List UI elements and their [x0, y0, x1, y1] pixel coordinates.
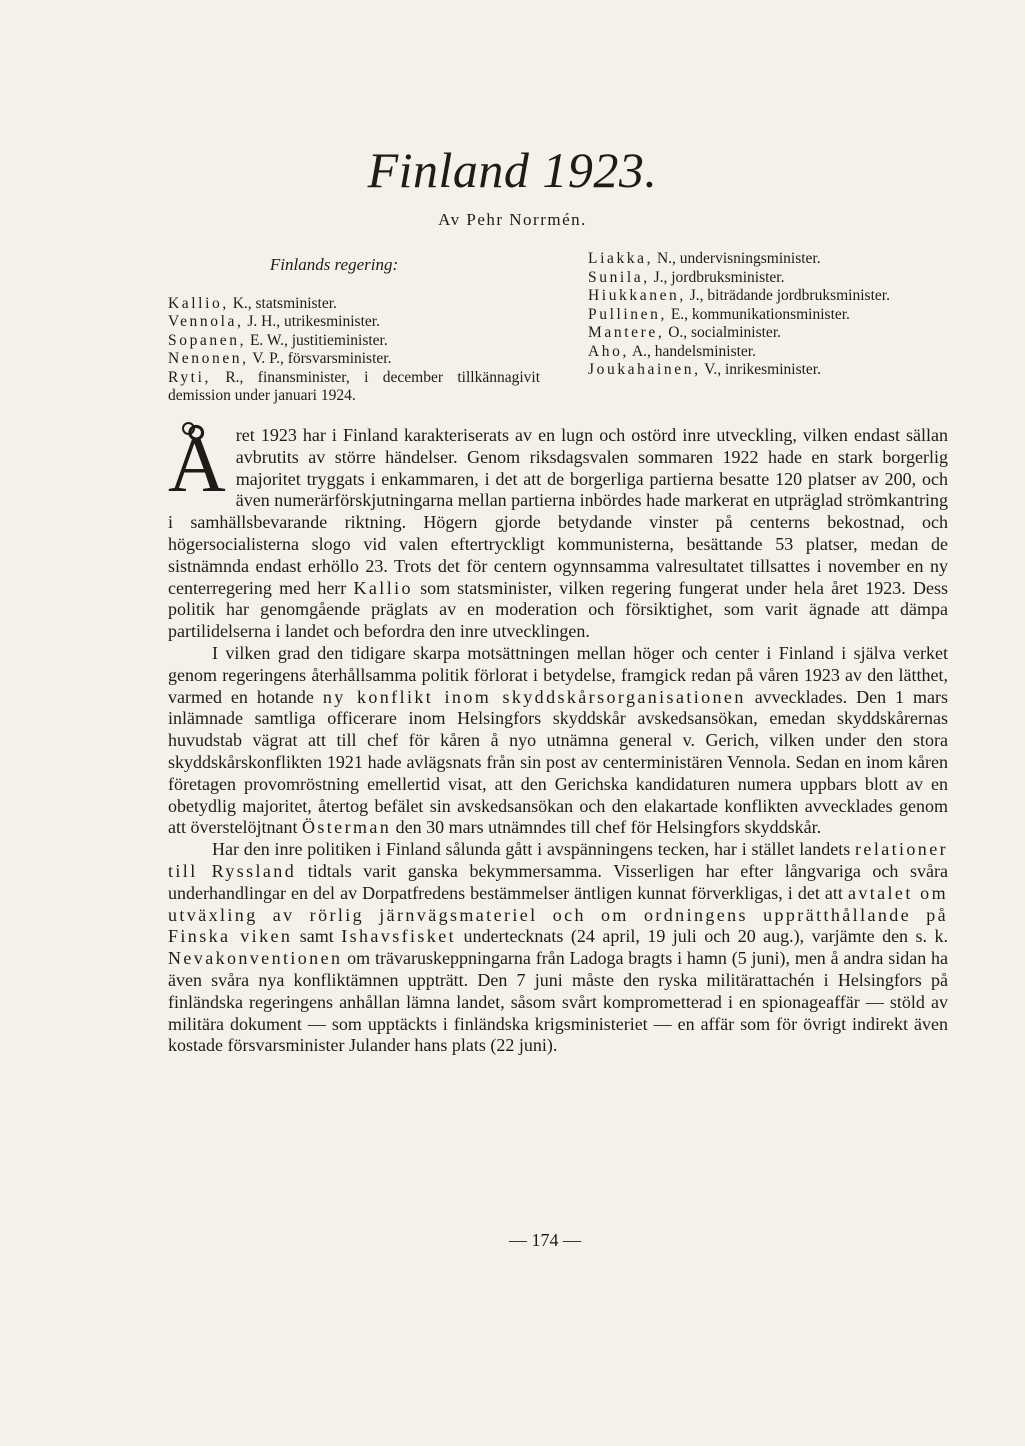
paragraph-text: samt — [292, 926, 342, 947]
paragraph-text: I vilken grad den tidigare skarpa motsättningen mellan höger och center i Finland i själva verket genom regeringens återhållsamma politik förlorat i betydelse, framgick redan på våren 1923 av den lätthet, varmed en hotande — [168, 642, 948, 707]
article-title: Finland 1923. — [367, 142, 658, 198]
government-heading: Finlands regering: — [269, 255, 399, 274]
paragraph-text: Har den inre politiken i Finland sålunda gått i avspänningens tecken, har i stället landets — [212, 839, 856, 860]
minister-entry — [168, 332, 540, 351]
spaced-emphasis: Ishavsfisket — [341, 926, 456, 947]
minister-role: E., kommunikationsminister. — [666, 305, 850, 323]
spaced-emphasis: Nevakonventionen — [168, 948, 343, 969]
minister-name: Vennola, — [168, 313, 244, 330]
minister-entry — [168, 295, 540, 314]
minister-name: Aho, — [588, 342, 629, 360]
minister-entry — [588, 287, 950, 306]
minister-name: Sunila, — [588, 268, 650, 286]
paragraph-3 — [168, 839, 948, 1057]
minister-name: Pullinen, — [588, 305, 667, 323]
minister-entry — [168, 313, 540, 332]
drop-cap: Å — [168, 421, 226, 509]
minister-role: J., jordbruksminister. — [649, 268, 785, 286]
minister-role: N., undervisningsminister. — [653, 250, 821, 267]
spaced-emphasis: ny konflikt inom skyddskårsorganisationen — [322, 686, 746, 707]
minister-name: Nenonen, — [168, 350, 249, 367]
paragraph-text: som statsminister, vilken regering fungerat under hela året 1923. Dess politik har genomgående präglats av en moderation och försiktighet, som varit ägnade att dämpa partilidelserna i landet och befordra den inre utvecklingen. — [168, 577, 949, 642]
government-list-right — [588, 250, 950, 380]
paragraph-text: om trävaruskeppningarna från Ladoga bragts i hamn (5 juni), men å andra sidan ha även svåra nya konfliktämnen uppträtt. Den 7 juni måste den ryska militärattachén i Helsingfors på finländska regeringens anhållan lämna landet, såsom svårt komprometterad i en spionageaffär — stöld av militära dokument — som upptäckts i finländska krigsministeriet — en affär som för övrigt indirekt även kostade försvarsminister Julander hans plats (22 juni). — [168, 948, 948, 1056]
minister-role: V., inrikesminister. — [700, 361, 821, 378]
minister-name: Kallio, — [168, 294, 229, 312]
minister-role: V. P., försvarsminister. — [248, 350, 392, 367]
minister-role: O., socialminister. — [664, 324, 781, 341]
spaced-name: Kallio — [353, 577, 413, 598]
minister-name: Joukahainen, — [588, 361, 701, 378]
paragraph-text: den 30 mars utnämndes till chef för Helsingfors skyddskår. — [391, 817, 822, 838]
minister-name: Mantere, — [588, 324, 665, 341]
article-author: Av Pehr Norrmén. — [438, 210, 587, 229]
minister-entry — [588, 306, 950, 325]
article-body — [168, 421, 949, 1057]
paragraph-text: avvecklades. Den 1 mars inlämnade samtliga officerare inom Helsingfors skyddskår avskedsansökan, emedan skyddskårernas huvudstab vägrat att till chef för kåren å nyo utnämna general v. Gerich, vilken under den stora skyddskårskonflikten 1921 hade avlägsnats från sin post av centerministären Vennola. Sedan en inom kåren företagen provomröstning emellertid visat, att den Gerichska kandidaturen numera uppbars blott av en obetydlig majoritet, återtog befälet sin avskedsansökan och den elakartade konflikten avvecklades genom att överstelöjtnant — [168, 686, 948, 838]
minister-entry — [588, 361, 950, 380]
minister-entry — [588, 269, 950, 288]
minister-entry — [168, 369, 540, 406]
minister-entry — [168, 350, 540, 369]
spaced-name: Österman — [301, 817, 392, 838]
minister-role: R., finansminister, i december tillkännagivit demission under januari 1924. — [168, 368, 540, 404]
minister-name: Sopanen, — [168, 331, 247, 349]
spaced-emphasis: relationer till Ryssland — [168, 839, 948, 881]
minister-role: K., statsminister. — [228, 294, 337, 312]
minister-name: Ryti, — [168, 368, 211, 386]
minister-role: J., biträdande jordbruksminister. — [685, 287, 890, 304]
government-list-left — [168, 250, 540, 406]
paragraph-1 — [168, 421, 949, 643]
minister-role: E. W., justitieminister. — [246, 331, 388, 349]
minister-entry — [588, 324, 950, 343]
spaced-emphasis: avtalet om utväxling av rörlig järnvägsmateriel och om ordningens upprätthållande på Finska viken — [168, 882, 948, 947]
paragraph-2 — [168, 643, 948, 839]
minister-entry — [588, 343, 950, 362]
minister-name: Liakka, — [588, 250, 654, 267]
minister-role: J. H., utrikesminister. — [243, 313, 380, 330]
minister-name: Hiukkanen, — [588, 287, 686, 304]
minister-entry — [588, 250, 950, 269]
paragraph-text: tidtals varit ganska bekymmersamma. Visserligen har efter långvariga och svåra underhandlingar en del av Dorpatfredens bestämmelser äntligen kunnat förverkligas, i det att — [168, 860, 948, 903]
page-number: — 174 — — [509, 1230, 581, 1250]
minister-role: A., handelsminister. — [628, 342, 756, 360]
paragraph-text: undertecknats (24 april, 19 juli och 20 aug.), varjämte den s. k. — [456, 926, 948, 947]
paragraph-text: ret 1923 har i Finland karakteriserats av en lugn och ostörd inre utveckling, vilken endast sällan avbrutits av större händelser. Genom riksdagsvalen sommaren 1922 hade en stark borgerlig majoritet tryggats i enkammaren, i det att de borgerliga partierna besatte 120 platser av 200, och även numerärförskjutningarna mellan partierna inbördes hade markerat en utpräglad strömkantring i samhällsbevarande riktning. Högern gjorde betydande vinster på centerns bekostnad, och högersocialisterna slogo vid valen eftertryckligt kommunisterna, besättande 53 platser, medan de sistnämnda endast erhöllo 23. Trots det för centern ogynnsamma valresultatet tillsattes i november en ny centerregering med herr — [168, 425, 949, 598]
